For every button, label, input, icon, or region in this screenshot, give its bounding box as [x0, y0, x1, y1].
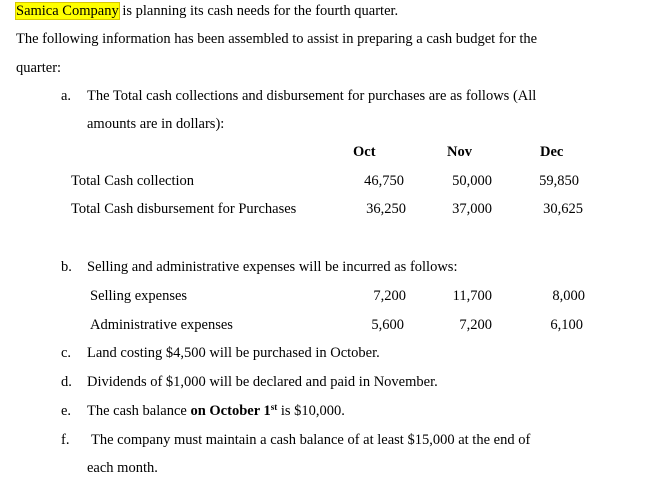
item-c-marker: c. — [61, 345, 72, 361]
intro-line-1 — [16, 2, 398, 20]
company-name-highlight: Samica Company — [16, 3, 119, 19]
administrative-expenses-dec: 6,100 — [550, 317, 583, 333]
item-e-text-before: The cash balance — [87, 403, 191, 419]
administrative-expenses-oct: 5,600 — [371, 317, 404, 333]
selling-expenses-dec: 8,000 — [552, 288, 585, 304]
row-label-cash-collection: Total Cash collection — [71, 173, 195, 189]
month-header-nov: Nov — [447, 144, 472, 160]
cash-disbursement-nov: 37,000 — [452, 201, 492, 217]
intro-line-1-rest: is planning its cash needs for the fourth quarter. — [118, 3, 399, 19]
selling-expenses-nov: 11,700 — [452, 288, 492, 304]
item-e-text — [87, 402, 345, 420]
item-c-text: Land costing $4,500 will be purchased in October. — [87, 345, 380, 361]
row-label-cash-disbursement: Total Cash disbursement for Purchases — [71, 201, 297, 217]
item-a-marker: a. — [61, 88, 72, 104]
item-a-text-line-1: The Total cash collections and disbursement for purchases are as follows (All — [87, 88, 537, 104]
month-header-oct: Oct — [353, 144, 376, 160]
row-label-administrative-expenses: Administrative expenses — [90, 317, 233, 333]
cash-disbursement-dec: 30,625 — [543, 201, 583, 217]
item-a-text-line-2: amounts are in dollars): — [87, 116, 225, 132]
selling-expenses-oct: 7,200 — [373, 288, 406, 304]
cash-collection-nov: 50,000 — [452, 173, 492, 189]
item-d-text: Dividends of $1,000 will be declared and paid in November. — [87, 374, 438, 390]
item-b-text: Selling and administrative expenses will be incurred as follows: — [87, 259, 458, 275]
item-b-marker: b. — [61, 259, 72, 275]
item-e-marker: e. — [61, 403, 72, 419]
month-header-dec: Dec — [540, 144, 564, 160]
cash-collection-dec: 59,850 — [539, 173, 579, 189]
cash-collection-oct: 46,750 — [364, 173, 404, 189]
intro-line-2: The following information has been assembled to assist in preparing a cash budget for the — [16, 31, 538, 47]
row-label-selling-expenses: Selling expenses — [90, 288, 188, 304]
item-e-bold-date: on October 1st — [190, 402, 278, 419]
administrative-expenses-nov: 7,200 — [459, 317, 492, 333]
cash-disbursement-oct: 36,250 — [366, 201, 406, 217]
item-f-text-line-2: each month. — [87, 460, 158, 476]
item-f-marker: f. — [61, 432, 70, 448]
item-d-marker: d. — [61, 374, 72, 390]
item-f-text-line-1: The company must maintain a cash balance of at least $15,000 at the end of — [91, 432, 531, 448]
intro-line-3: quarter: — [16, 60, 62, 76]
item-e-text-after: is $10,000. — [277, 403, 345, 419]
